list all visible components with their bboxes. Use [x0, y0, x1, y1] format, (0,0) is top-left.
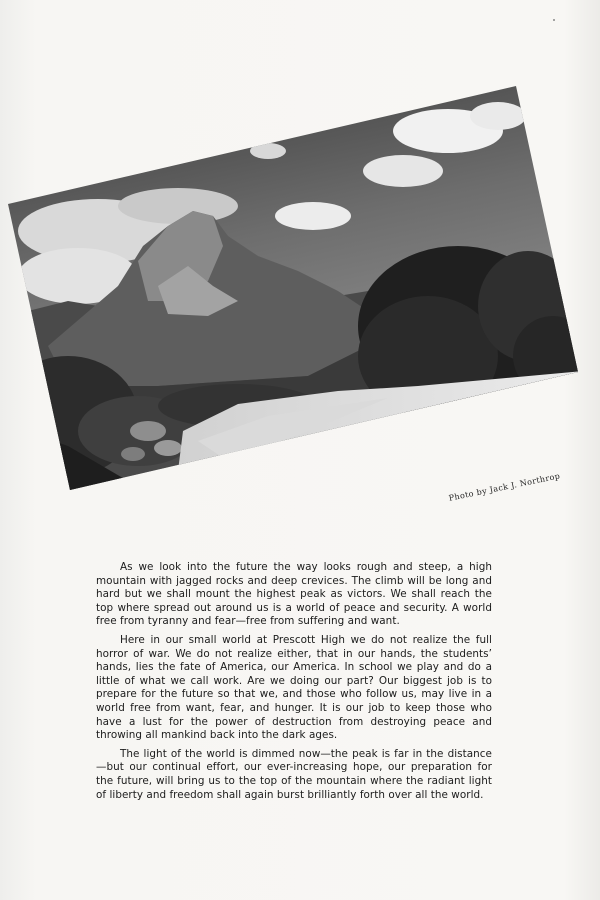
- essay-text: [96, 561, 492, 807]
- paragraph-1: As we look into the future the way looks rough and steep, a high mountain with jagged rocks and deep crevices. The climb will be long and hard but we shall mount the highest peak as victors. We shall reach the top where spread out around us is a world of peace and security. A world free from tyranny and fear—free from suffering and want.: [96, 561, 492, 628]
- photo-credit: Photo by Jack J. Northrop: [448, 471, 561, 503]
- paragraph-2: Here in our small world at Prescott High we do not realize the full horror of war. We do not realize either, that in our hands, the students’ hands, lies the fate of America, our America. In school we play and do a little of what we call work. Are we doing our part? Our biggest job is to prepare for the future so that we, and those who follow us, may live in a world free from want, fear, and hunger. It is our job to keep those who have a lust for the power of destruction from destroying peace and throwing all mankind back into the dark ages.: [96, 633, 492, 742]
- landscape-photo-image: [8, 86, 583, 496]
- paragraph-3: The light of the world is dimmed now—the peak is far in the distance—but our continual effort, our ever-increasing hope, our preparation for the future, will bring us to the top of the mountain where the radiant light of liberty and freedom shall again burst brilliantly forth over all the world.: [96, 747, 492, 801]
- mountain-photo: [8, 86, 583, 503]
- page-speck: [553, 19, 555, 21]
